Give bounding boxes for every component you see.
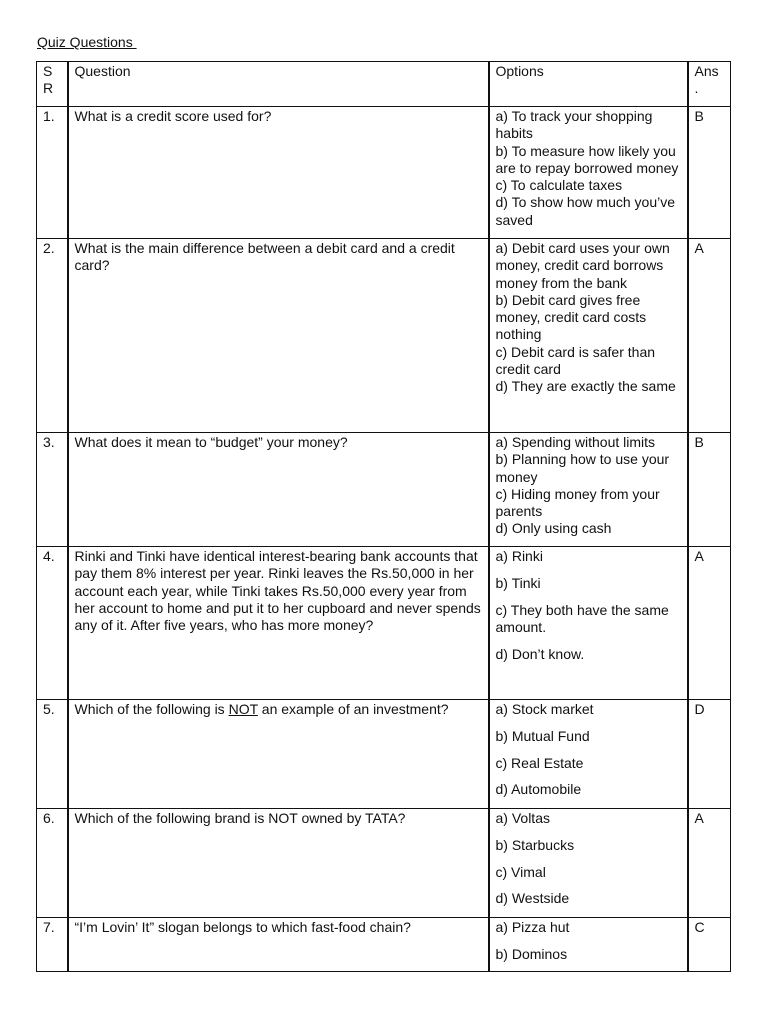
row-question: What is a credit score used for? [68,107,489,239]
row-sr: 3. [37,433,68,547]
table-header-row [37,62,731,107]
document-title: Quiz Questions [37,34,137,50]
option-item: d) To show how much you’ve saved [495,194,675,228]
table-row [37,239,731,433]
row-answer: C [688,918,731,972]
row-sr: 4. [37,547,68,700]
row-sr: 6. [37,809,68,918]
row-answer: D [688,700,731,809]
row-options [489,809,688,918]
header-sr: S R [37,62,68,107]
question-text-part: Which of the following is [74,701,229,717]
option-item: b) Dominos [495,945,568,962]
row-answer: B [688,433,731,547]
header-question: Question [68,62,489,107]
row-sr: 2. [37,239,68,433]
option-item: a) Spending without limits [495,434,656,450]
row-sr: 1. [37,107,68,239]
table-row [37,547,731,700]
option-item: b) Debit card gives free money, credit card costs nothing [495,291,647,343]
row-options [489,700,688,809]
option-item: c) Debit card is safer than credit card [495,343,656,378]
row-options [489,433,688,547]
question-text-part: an example of an investment? [257,701,449,717]
row-answer: A [688,809,731,918]
row-options [489,918,688,972]
row-options [489,239,688,433]
row-answer: B [688,107,731,239]
option-item: a) To track your shopping habits [495,108,653,142]
table-row [37,809,731,918]
row-answer: A [688,239,731,433]
option-item: c) To calculate taxes [495,177,623,194]
row-options [489,107,688,239]
option-item: a) Debit card uses your own money, credit card borrows money from the bank [495,240,670,291]
row-question [68,700,489,809]
option-item: d) Automobile [495,781,582,798]
question-emphasis: NOT [228,701,258,717]
option-item: c) They both have the same amount. [495,601,669,635]
option-item: b) Mutual Fund [495,727,590,744]
header-ans: Ans . [688,62,731,107]
table-row [37,700,731,809]
option-item: b) Planning how to use your money [495,451,670,485]
row-question: “I’m Lovin’ It” slogan belongs to which fast-food chain? [68,918,489,972]
quiz-table [36,61,731,972]
option-item: d) Only using cash [495,520,612,537]
option-item: a) Stock market [495,701,594,717]
row-question: Rinki and Tinki have identical interest-bearing bank accounts that pay them 8% interest per year. Rinki leaves the Rs.50,000 in her account each year, while Tinki takes Rs.50,000 every year from her account to home and put it to her cupboard and never spends any of it. After five years, who has more money? [68,547,489,700]
option-item: d) Westside [495,890,570,907]
row-question: What does it mean to “budget” your money? [68,433,489,547]
option-item: b) Starbucks [495,836,575,853]
row-answer: A [688,547,731,700]
option-item: c) Hiding money from your parents [495,485,660,520]
option-item: b) To measure how likely you are to repay borrowed money [495,142,679,176]
table-row [37,433,731,547]
row-sr: 7. [37,918,68,972]
option-item: a) Pizza hut [495,919,570,935]
option-item: a) Rinki [495,548,543,564]
header-options: Options [489,62,688,107]
table-row [37,107,731,239]
option-item: d) Don’t know. [495,645,585,662]
row-options [489,547,688,700]
option-item: d) They are exactly the same [495,378,676,395]
option-item: a) Voltas [495,810,550,826]
row-question: Which of the following brand is NOT owned by TATA? [68,809,489,918]
row-question: What is the main difference between a debit card and a credit card? [68,239,489,433]
row-sr: 5. [37,700,68,809]
option-item: c) Real Estate [495,754,584,771]
option-item: b) Tinki [495,574,541,591]
table-row [37,918,731,972]
option-item: c) Vimal [495,863,546,880]
